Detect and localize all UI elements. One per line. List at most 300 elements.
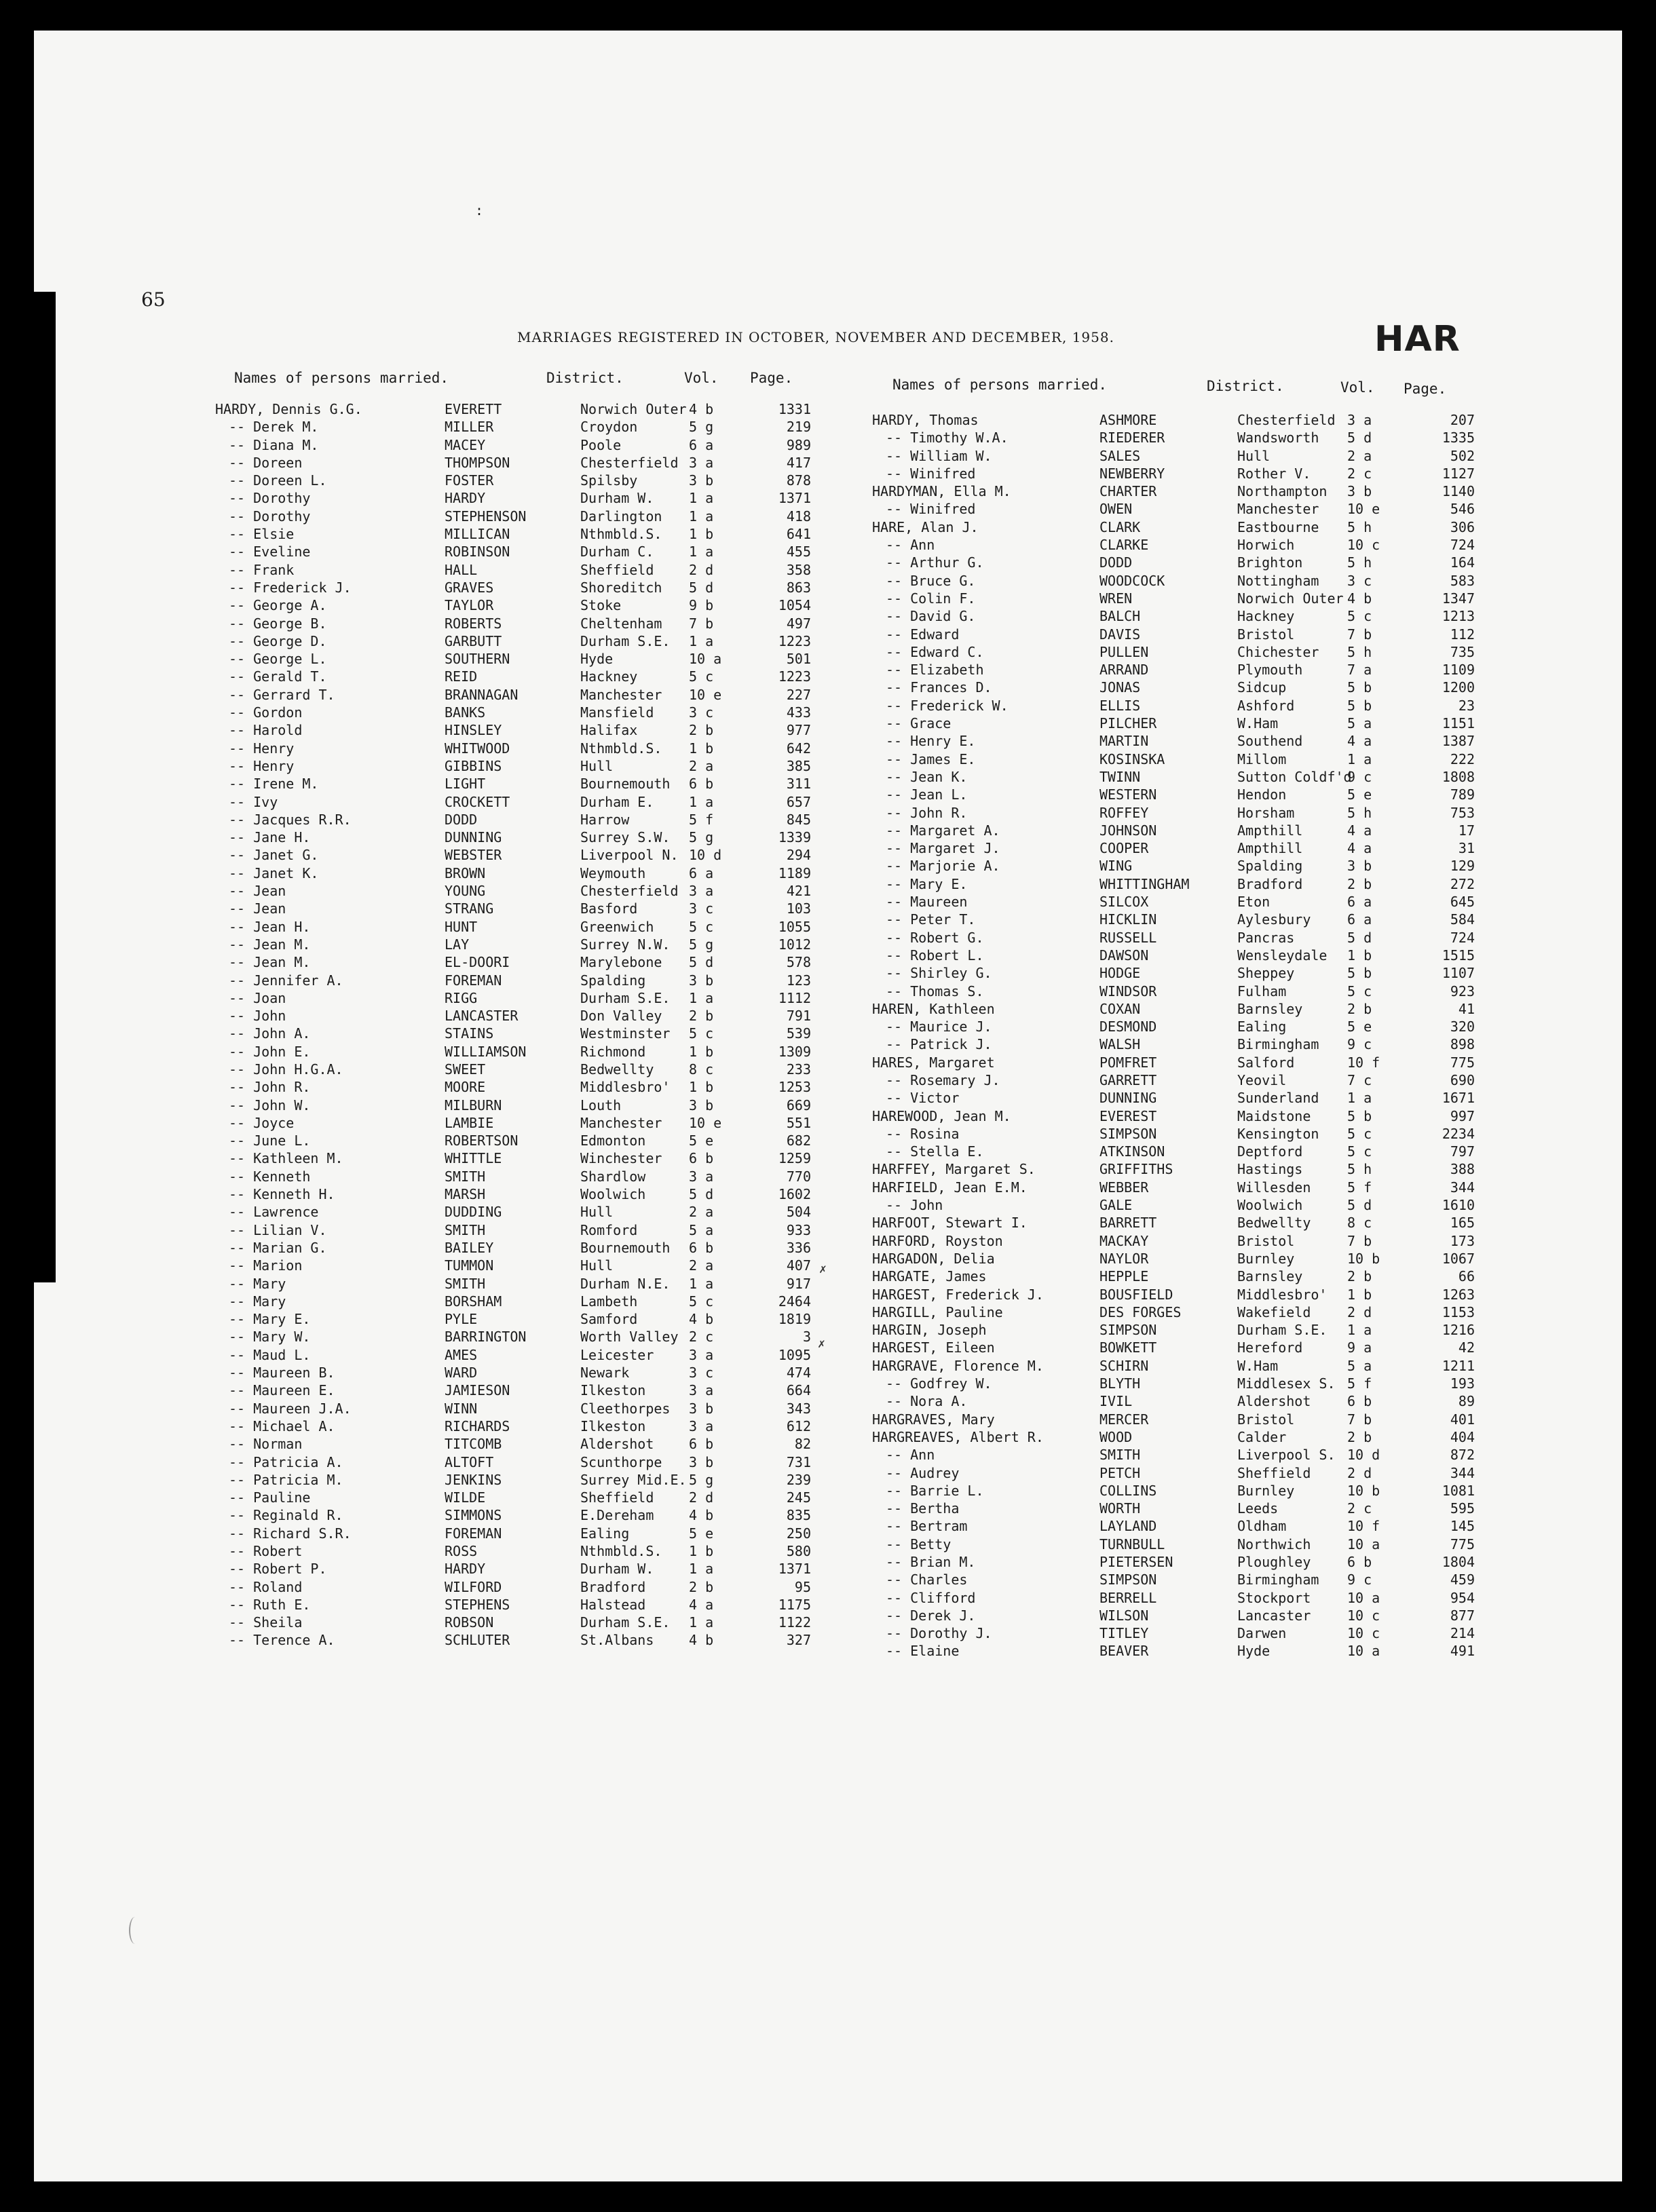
register-entry xyxy=(181,1293,833,1310)
entry-page: 401 xyxy=(1450,1411,1475,1428)
entry-volume: 5 c xyxy=(1347,1125,1372,1142)
entry-volume: 9 c xyxy=(1347,1571,1372,1588)
entry-volume: 5 d xyxy=(689,954,714,971)
entry-district: Louth xyxy=(580,1097,622,1113)
entry-page: 1012 xyxy=(778,936,811,953)
entry-name: -- Henry xyxy=(229,757,295,774)
entry-spouse-surname: RIEDERER xyxy=(1099,430,1165,446)
entry-name: -- David G. xyxy=(886,608,976,625)
register-entry xyxy=(181,1614,833,1631)
entry-name: HARGEST, Frederick J. xyxy=(872,1286,1044,1303)
entry-name: -- Audrey xyxy=(886,1464,960,1481)
register-entry xyxy=(181,1239,833,1257)
entry-spouse-surname: SMITH xyxy=(445,1221,486,1238)
register-entry xyxy=(181,1578,833,1596)
entry-name: -- Jean M. xyxy=(229,954,311,971)
entry-volume: 4 a xyxy=(689,1596,714,1613)
entry-spouse-surname: HODGE xyxy=(1099,965,1141,982)
entry-district: Ampthill xyxy=(1237,840,1303,857)
entry-district: Hull xyxy=(580,1257,614,1274)
entry-name: -- Bertha xyxy=(886,1500,960,1517)
entry-volume: 5 c xyxy=(689,1025,714,1042)
register-entry xyxy=(838,768,1517,786)
entry-page: 1808 xyxy=(1442,768,1475,785)
entry-district: Hull xyxy=(580,757,614,774)
entry-page: 664 xyxy=(786,1382,811,1399)
register-entry xyxy=(838,1571,1517,1588)
entry-spouse-surname: SOUTHERN xyxy=(445,651,510,668)
entry-spouse-surname: BARRINGTON xyxy=(445,1329,527,1346)
register-entry xyxy=(181,1061,833,1078)
entry-spouse-surname: EVERETT xyxy=(445,401,502,417)
entry-spouse-surname: DODD xyxy=(445,811,478,828)
entry-spouse-surname: TWINN xyxy=(1099,768,1141,785)
entry-volume: 3 c xyxy=(1347,572,1372,589)
entry-volume: 2 a xyxy=(689,757,714,774)
entry-page: 421 xyxy=(786,883,811,900)
entry-volume: 3 a xyxy=(689,1346,714,1363)
scan-blemish xyxy=(129,1917,141,1944)
register-entry xyxy=(838,1232,1517,1250)
entry-name: -- Ann xyxy=(886,537,935,554)
register-entry xyxy=(181,668,833,685)
entry-page: 845 xyxy=(786,811,811,828)
entry-district: Samford xyxy=(580,1311,638,1328)
entry-name: -- Jean L. xyxy=(886,786,968,803)
entry-name: HARGRAVES, Mary xyxy=(872,1411,995,1428)
entry-volume: 4 a xyxy=(1347,840,1372,857)
entry-district: Ploughley xyxy=(1237,1554,1311,1570)
entry-volume: 10 b xyxy=(1347,1482,1380,1499)
entry-district: Manchester xyxy=(1237,501,1319,518)
entry-spouse-surname: BLYTH xyxy=(1099,1375,1141,1392)
entry-name: -- Joyce xyxy=(229,1114,295,1131)
entry-volume: 5 c xyxy=(1347,1143,1372,1160)
register-entry xyxy=(181,436,833,454)
entry-district: Willesden xyxy=(1237,1179,1311,1196)
register-entry xyxy=(181,508,833,525)
entry-spouse-surname: DUNNING xyxy=(445,829,502,846)
entry-page: 933 xyxy=(786,1221,811,1238)
register-entry xyxy=(181,757,833,775)
register-entry xyxy=(838,1428,1517,1446)
register-entry xyxy=(181,1542,833,1560)
entry-volume: 3 a xyxy=(1347,412,1372,428)
entry-district: Woolwich xyxy=(580,1186,646,1203)
entry-spouse-surname: ATKINSON xyxy=(1099,1143,1165,1160)
entry-spouse-surname: SIMMONS xyxy=(445,1507,502,1524)
register-entry xyxy=(181,1525,833,1542)
register-entry xyxy=(838,554,1517,571)
entry-page: 1331 xyxy=(778,401,811,417)
entry-district: Stoke xyxy=(580,597,622,614)
entry-page: 584 xyxy=(1450,911,1475,928)
entry-spouse-surname: HEPPLE xyxy=(1099,1268,1149,1285)
entry-spouse-surname: WINN xyxy=(445,1400,478,1417)
entry-volume: 5 e xyxy=(1347,1018,1372,1035)
entry-name: HARGADON, Delia xyxy=(872,1250,995,1267)
register-entry xyxy=(838,607,1517,625)
register-entry xyxy=(181,686,833,704)
entry-district: Winchester xyxy=(580,1150,662,1167)
entry-district: Horwich xyxy=(1237,537,1295,554)
entry-page: 835 xyxy=(786,1507,811,1524)
register-entry xyxy=(838,839,1517,857)
entry-district: Southend xyxy=(1237,733,1303,750)
entry-page: 1095 xyxy=(778,1346,811,1363)
entry-page: 1151 xyxy=(1442,715,1475,732)
entry-page: 872 xyxy=(1450,1447,1475,1464)
entry-page: 1804 xyxy=(1442,1554,1475,1570)
entry-district: Northampton xyxy=(1237,483,1328,500)
entry-page: 898 xyxy=(1450,1036,1475,1053)
entry-district: Nottingham xyxy=(1237,572,1319,589)
register-entry xyxy=(838,1179,1517,1196)
register-entry xyxy=(838,1303,1517,1321)
entry-page: 642 xyxy=(786,740,811,757)
entry-district: Northwich xyxy=(1237,1536,1311,1552)
entry-spouse-surname: FOSTER xyxy=(445,472,494,489)
entry-volume: 5 c xyxy=(1347,983,1372,999)
entry-volume: 3 b xyxy=(689,1453,714,1470)
entry-page: 580 xyxy=(786,1543,811,1559)
entry-page: 123 xyxy=(786,972,811,989)
entry-spouse-surname: ASHMORE xyxy=(1099,412,1157,428)
entry-spouse-surname: WHITTLE xyxy=(445,1150,502,1167)
entry-spouse-surname: FOREMAN xyxy=(445,1525,502,1542)
left-header-names: Names of persons married. xyxy=(234,370,449,386)
entry-page: 233 xyxy=(786,1061,811,1078)
entry-name: HARES, Margaret xyxy=(872,1054,995,1071)
entry-page: 207 xyxy=(1450,412,1475,428)
entry-spouse-surname: NEWBERRY xyxy=(1099,465,1165,482)
entry-name: -- Doreen xyxy=(229,454,303,471)
entry-page: 578 xyxy=(786,954,811,971)
entry-district: Sidcup xyxy=(1237,679,1287,696)
entry-name: -- Eveline xyxy=(229,544,311,560)
entry-page: 227 xyxy=(786,686,811,703)
entry-district: Shoreditch xyxy=(580,579,662,596)
entry-district: Birmingham xyxy=(1237,1036,1319,1053)
entry-name: -- Rosina xyxy=(886,1125,960,1142)
entry-page: 327 xyxy=(786,1632,811,1649)
entry-name: -- Margaret A. xyxy=(886,822,1000,839)
entry-page: 173 xyxy=(1450,1232,1475,1249)
register-entry xyxy=(838,822,1517,839)
entry-page: 17 xyxy=(1458,822,1475,839)
entry-name: -- Maureen J.A. xyxy=(229,1400,352,1417)
entry-spouse-surname: EVEREST xyxy=(1099,1107,1157,1124)
entry-spouse-surname: CLARK xyxy=(1099,518,1141,535)
entry-volume: 6 a xyxy=(1347,894,1372,911)
entry-volume: 4 b xyxy=(689,401,714,417)
entry-district: Nthmbld.S. xyxy=(580,526,662,543)
entry-page: 1081 xyxy=(1442,1482,1475,1499)
entry-name: -- Betty xyxy=(886,1536,952,1552)
entry-spouse-surname: MILLICAN xyxy=(445,526,510,543)
entry-district: E.Dereham xyxy=(580,1507,654,1524)
entry-volume: 5 c xyxy=(689,918,714,935)
entry-district: Yeovil xyxy=(1237,1071,1287,1088)
entry-volume: 6 b xyxy=(1347,1393,1372,1410)
entry-spouse-surname: ROBERTS xyxy=(445,615,502,632)
entry-district: Halstead xyxy=(580,1596,646,1613)
entry-page: 724 xyxy=(1450,929,1475,946)
entry-volume: 2 c xyxy=(1347,465,1372,482)
register-entry xyxy=(181,1400,833,1417)
entry-spouse-surname: CLARKE xyxy=(1099,537,1149,554)
entry-page: 336 xyxy=(786,1239,811,1256)
entry-page: 1610 xyxy=(1442,1197,1475,1214)
entry-volume: 1 b xyxy=(1347,1286,1372,1303)
entry-volume: 7 b xyxy=(1347,1232,1372,1249)
register-entry xyxy=(181,1381,833,1399)
entry-page: 239 xyxy=(786,1471,811,1488)
entry-name: -- Dorothy xyxy=(229,490,311,507)
entry-district: Cleethorpes xyxy=(580,1400,671,1417)
entry-spouse-surname: WHITTINGHAM xyxy=(1099,875,1190,892)
entry-volume: 1 b xyxy=(689,740,714,757)
entry-spouse-surname: TITCOMB xyxy=(445,1436,502,1453)
entry-page: 320 xyxy=(1450,1018,1475,1035)
register-entry xyxy=(838,1446,1517,1464)
entry-page: 459 xyxy=(1450,1571,1475,1588)
entry-spouse-surname: SIMPSON xyxy=(1099,1571,1157,1588)
entry-spouse-surname: SMITH xyxy=(1099,1447,1141,1464)
entry-page: 954 xyxy=(1450,1589,1475,1606)
register-entry xyxy=(838,911,1517,928)
entry-page: 1253 xyxy=(778,1079,811,1096)
register-entry xyxy=(838,1000,1517,1018)
entry-volume: 2 a xyxy=(689,1204,714,1221)
entry-spouse-surname: IVIL xyxy=(1099,1393,1133,1410)
entry-name: -- Rosemary J. xyxy=(886,1071,1000,1088)
entry-page: 385 xyxy=(786,757,811,774)
entry-spouse-surname: OWEN xyxy=(1099,501,1133,518)
entry-volume: 5 d xyxy=(1347,430,1372,446)
entry-page: 612 xyxy=(786,1417,811,1434)
entry-spouse-surname: BROWN xyxy=(445,864,486,881)
entry-page: 31 xyxy=(1458,840,1475,857)
entry-page: 502 xyxy=(1450,447,1475,464)
entry-page: 770 xyxy=(786,1168,811,1185)
entry-name: -- George D. xyxy=(229,632,327,649)
entry-district: Marylebone xyxy=(580,954,662,971)
entry-page: 95 xyxy=(794,1578,811,1595)
entry-volume: 5 g xyxy=(689,936,714,953)
entry-name: HARDY, Dennis G.G. xyxy=(215,401,362,417)
entry-name: -- Janet K. xyxy=(229,864,319,881)
entry-volume: 2 d xyxy=(1347,1303,1372,1320)
entry-spouse-surname: WINDSOR xyxy=(1099,983,1157,999)
entry-name: -- Thomas S. xyxy=(886,983,984,999)
entry-name: -- Frederick W. xyxy=(886,697,1009,714)
entry-name: HAREWOOD, Jean M. xyxy=(872,1107,1011,1124)
entry-spouse-surname: MOORE xyxy=(445,1079,486,1096)
register-entry xyxy=(838,1089,1517,1107)
entry-page: 41 xyxy=(1458,1000,1475,1017)
entry-district: Cheltenham xyxy=(580,615,662,632)
entry-name: -- Harold xyxy=(229,722,303,739)
entry-page: 272 xyxy=(1450,875,1475,892)
entry-district: Hereford xyxy=(1237,1339,1303,1356)
entry-page: 1347 xyxy=(1442,590,1475,607)
register-entry xyxy=(838,1642,1517,1660)
entry-page: 89 xyxy=(1458,1393,1475,1410)
entry-page: 775 xyxy=(1450,1054,1475,1071)
entry-volume: 2 d xyxy=(1347,1464,1372,1481)
entry-volume: 3 a xyxy=(689,1382,714,1399)
entry-name: -- Reginald R. xyxy=(229,1507,343,1524)
entry-district: W.Ham xyxy=(1237,1357,1279,1374)
entry-name: HARFORD, Royston xyxy=(872,1232,1003,1249)
entry-spouse-surname: WREN xyxy=(1099,590,1133,607)
entry-name: -- John W. xyxy=(229,1097,311,1113)
entry-volume: 5 a xyxy=(1347,715,1372,732)
entry-volume: 5 a xyxy=(1347,1357,1372,1374)
register-entry xyxy=(838,947,1517,964)
entry-page: 1671 xyxy=(1442,1090,1475,1107)
entry-volume: 5 b xyxy=(1347,1107,1372,1124)
entry-spouse-surname: DAVIS xyxy=(1099,626,1141,643)
register-entry xyxy=(838,929,1517,947)
entry-spouse-surname: GRAVES xyxy=(445,579,494,596)
entry-page: 504 xyxy=(786,1204,811,1221)
entry-district: Durham S.E. xyxy=(1237,1322,1328,1339)
entry-volume: 10 a xyxy=(1347,1589,1380,1606)
entry-name: -- Arthur G. xyxy=(886,554,984,571)
entry-volume: 3 b xyxy=(1347,483,1372,500)
entry-volume: 2 c xyxy=(1347,1500,1372,1517)
entry-name: -- Robert xyxy=(229,1543,303,1559)
page-number: 65 xyxy=(141,288,166,311)
entry-page: 1223 xyxy=(778,632,811,649)
entry-name: -- Norman xyxy=(229,1436,303,1453)
entry-volume: 10 f xyxy=(1347,1054,1380,1071)
register-entry xyxy=(838,1196,1517,1214)
entry-volume: 5 d xyxy=(689,579,714,596)
entry-page: 1140 xyxy=(1442,483,1475,500)
entry-name: -- Frederick J. xyxy=(229,579,352,596)
entry-district: Bedwellty xyxy=(580,1061,654,1078)
entry-name: -- Derek J. xyxy=(886,1607,976,1624)
register-entry xyxy=(838,1482,1517,1500)
entry-name: -- John xyxy=(229,1008,286,1025)
entry-district: Romford xyxy=(580,1221,638,1238)
entry-name: -- George B. xyxy=(229,615,327,632)
register-entry xyxy=(838,482,1517,500)
entry-name: -- William W. xyxy=(886,447,992,464)
entry-district: Horsham xyxy=(1237,804,1295,821)
entry-page: 789 xyxy=(1450,786,1475,803)
entry-district: Basford xyxy=(580,900,638,917)
entry-spouse-surname: POMFRET xyxy=(1099,1054,1157,1071)
entry-volume: 5 h xyxy=(1347,804,1372,821)
entry-page: 344 xyxy=(1450,1464,1475,1481)
entry-volume: 9 c xyxy=(1347,1036,1372,1053)
entry-district: Bradford xyxy=(1237,875,1303,892)
surname-heading: HAR xyxy=(1374,319,1461,360)
entry-spouse-surname: LAYLAND xyxy=(1099,1518,1157,1535)
entry-page: 222 xyxy=(1450,750,1475,767)
entry-district: Barnsley xyxy=(1237,1268,1303,1285)
entry-spouse-surname: MILBURN xyxy=(445,1097,502,1113)
register-entry xyxy=(181,1114,833,1132)
entry-page: 2234 xyxy=(1442,1125,1475,1142)
entry-name: -- Maud L. xyxy=(229,1346,311,1363)
register-entry xyxy=(181,650,833,668)
register-entry xyxy=(181,1631,833,1649)
register-entry xyxy=(181,740,833,757)
entry-name: HARFOOT, Stewart I. xyxy=(872,1215,1028,1232)
register-entry xyxy=(181,989,833,1007)
entry-district: Durham W. xyxy=(580,490,654,507)
register-entry xyxy=(838,1321,1517,1339)
entry-district: Bristol xyxy=(1237,1232,1295,1249)
entry-district: Durham S.E. xyxy=(580,632,671,649)
register-entry xyxy=(181,615,833,632)
entry-name: -- Mary xyxy=(229,1293,286,1310)
entry-district: Hendon xyxy=(1237,786,1287,803)
entry-page: 474 xyxy=(786,1365,811,1381)
entry-page: 583 xyxy=(1450,572,1475,589)
entry-district: Surrey Mid.E. xyxy=(580,1471,687,1488)
entry-district: Nthmbld.S. xyxy=(580,1543,662,1559)
register-entry xyxy=(838,1607,1517,1624)
entry-district: Harrow xyxy=(580,811,630,828)
entry-name: -- June L. xyxy=(229,1132,311,1149)
register-entry xyxy=(838,1517,1517,1535)
register-entry xyxy=(838,732,1517,750)
entry-volume: 10 f xyxy=(1347,1518,1380,1535)
entry-name: -- Mary W. xyxy=(229,1329,311,1346)
entry-volume: 2 b xyxy=(1347,1000,1372,1017)
entry-district: Ampthill xyxy=(1237,822,1303,839)
register-entry xyxy=(181,1596,833,1614)
entry-volume: 2 d xyxy=(689,1489,714,1506)
register-entry xyxy=(181,1025,833,1042)
entry-district: Weymouth xyxy=(580,864,646,881)
entry-name: -- Grace xyxy=(886,715,952,732)
entry-district: Aylesbury xyxy=(1237,911,1311,928)
entry-volume: 5 f xyxy=(1347,1375,1372,1392)
register-entry xyxy=(181,953,833,971)
entry-spouse-surname: BALCH xyxy=(1099,608,1141,625)
entry-name: -- Kenneth H. xyxy=(229,1186,335,1203)
entry-district: Salford xyxy=(1237,1054,1295,1071)
entry-district: Durham E. xyxy=(580,793,654,810)
register-entry xyxy=(838,518,1517,536)
entry-spouse-surname: LIGHT xyxy=(445,776,486,793)
entry-volume: 9 c xyxy=(1347,768,1372,785)
entry-name: -- Stella E. xyxy=(886,1143,984,1160)
entry-spouse-surname: HINSLEY xyxy=(445,722,502,739)
entry-name: -- Shirley G. xyxy=(886,965,992,982)
entry-volume: 1 a xyxy=(689,1275,714,1292)
entry-name: -- Elsie xyxy=(229,526,295,543)
entry-page: 1055 xyxy=(778,918,811,935)
entry-name: -- Bertram xyxy=(886,1518,968,1535)
entry-page: 214 xyxy=(1450,1625,1475,1642)
entry-spouse-surname: FOREMAN xyxy=(445,972,502,989)
entry-name: HARE, Alan J. xyxy=(872,518,979,535)
entry-volume: 5 g xyxy=(689,829,714,846)
entry-page: 551 xyxy=(786,1114,811,1131)
entry-district: Ilkeston xyxy=(580,1417,646,1434)
entry-name: -- James E. xyxy=(886,750,976,767)
entry-page: 863 xyxy=(786,579,811,596)
entry-district: Fulham xyxy=(1237,983,1287,999)
